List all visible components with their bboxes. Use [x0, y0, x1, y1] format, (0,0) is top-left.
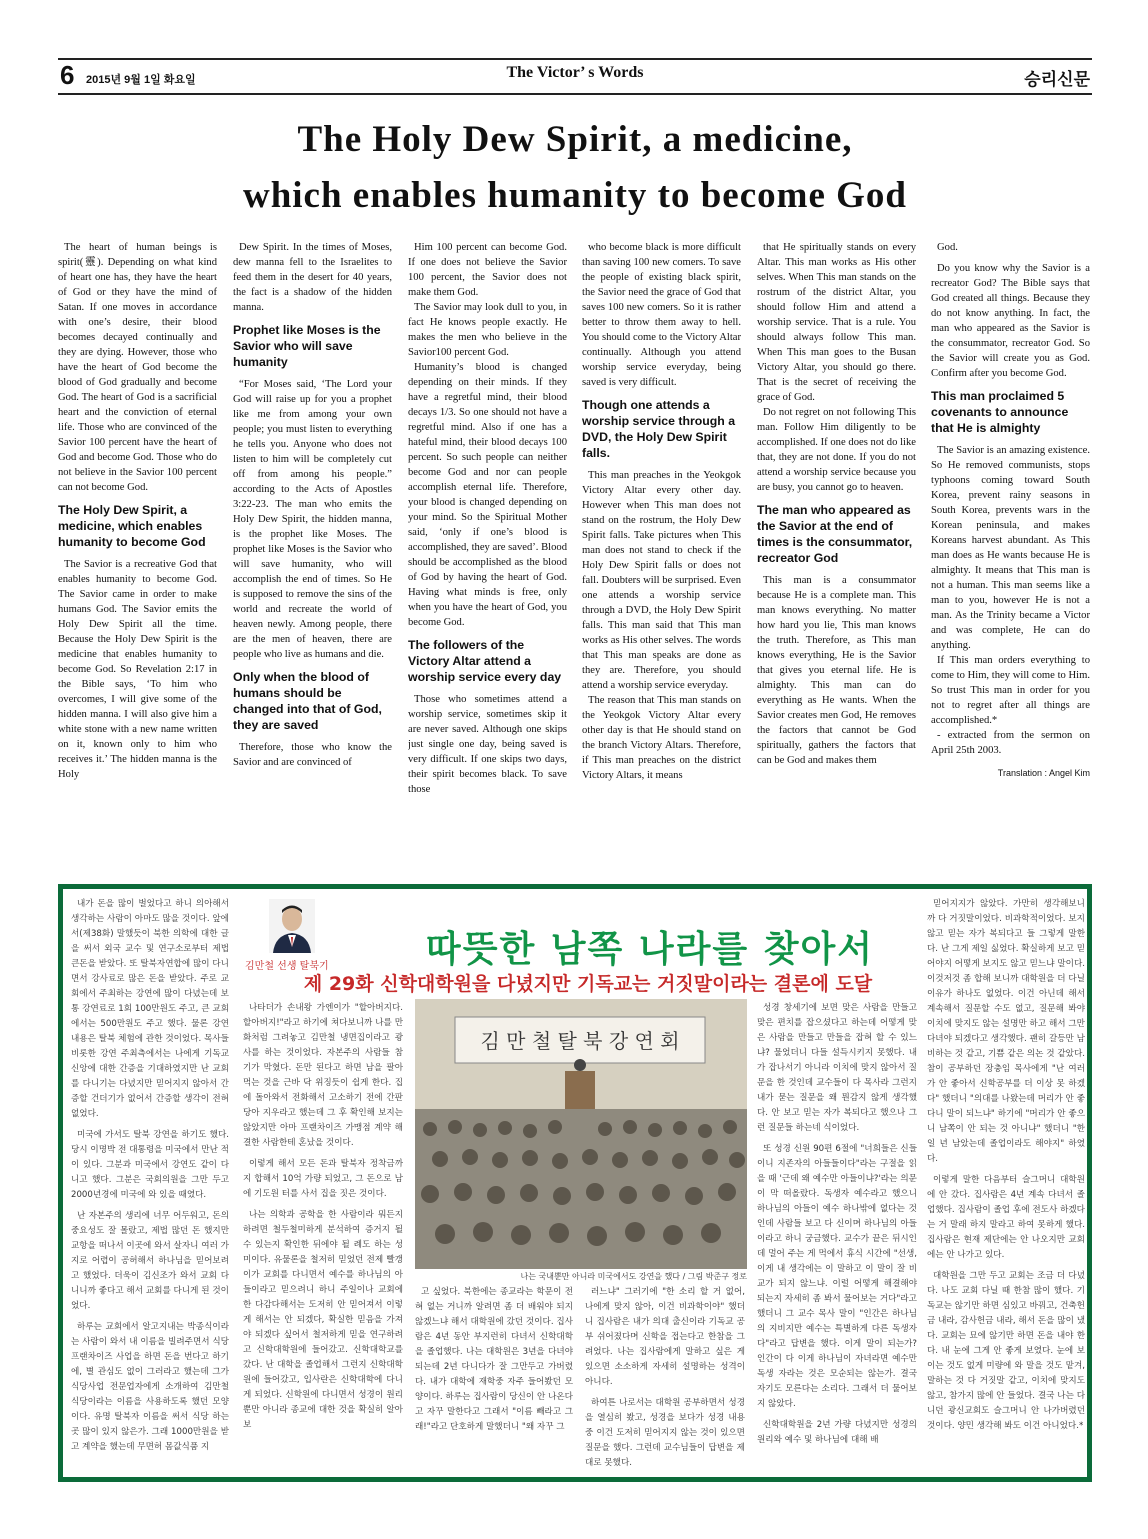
serial-column-1 [71, 897, 229, 1472]
paragraph: Humanity’s blood is changed depending on their minds. If they have a regretful mind, their blood decays 1/3. So one should not have a regretful mind. Also if one has a hateful mind, their blood decays 100 percent. So such people can neither become God and nor can people accomplish eternal life. Therefore, your blood is changed depending on your mind. So the Spiritual Mother said, ‘only if one’s blood is accomplished, they are saved’. Blood should be accomplished as the blood of God by having the heart of God. Having what minds is free, only when you have the heart of God, you become God. [408, 362, 567, 628]
serial-column-5 [927, 897, 1085, 1472]
paragraph: 신학대학원을 2년 가량 다녔지만 성경의 원리와 예수 및 하나님에 대해 배 [757, 1420, 917, 1445]
paragraph: 미국에 가서도 탈북 강연을 하기도 했다. 당시 이명박 전 대통령을 미국에서 만난 적이 있다. 그분과 미국에서 강연도 같이 다니고 했다. 그분은 국회의원을 그만 두고 2000년경에 미국에 와 있을 때였다. [71, 1130, 229, 1200]
paragraph: Those who sometimes attend a worship service, sometimes skip it are never saved. Although one skips just single one day, being saved is very difficult. If one skips two days, their spirit becomes black. To save those [408, 694, 567, 795]
paragraph: Do you know why the Savior is a recreator God? The Bible says that God created all things. Because they do not know anything. In fact, the man who appeared as the Savior is the consummator, recreator God. So the Savior will create you as God. Confirm after you become God. [931, 263, 1090, 379]
paragraph: “For Moses said, ‘The Lord your God will raise up for you a prophet like me from among your own people; you must listen to everything he tells you. Anyone who does not listen to him will be completely cut off from among his people.” according to the Acts of Apostles 3:22-23. The man who emits the Holy Dew Spirit, the hidden manna, is the prophet like Moses. The prophet like Moses is the Savior who will save humanity, who will accomplish the end of times. So He is supposed to remove the sins of the world and recreate the world of heaven newly. Among people, there are the men of heaven, there are people who live as humans and die. [233, 379, 392, 660]
paper-name: 승리신문 [1024, 70, 1090, 89]
serial-subtitle: 제 29화 신학대학원을 다녔지만 기독교는 거짓말이라는 결론에 도달 [303, 973, 873, 995]
column-2 [233, 240, 392, 870]
header-bar [58, 58, 1092, 94]
column-3 [408, 240, 567, 870]
subheading: The man who appeared as the Savior at the end of times is the consummator, recreator God [757, 503, 913, 565]
paragraph: Dew Spirit. In the times of Moses, dew manna fell to the Israelites to feed them in the desert for 40 years, the fact is a shadow of the hidden manna. [233, 242, 392, 313]
paragraph: The Savior is an amazing existence. So He removed communists, stops typhoons coming toward South Korea, prevent rainy seasons in South Korea, prevents wars in the Korean peninsula, and makes Koreans harvest abundant. As This man does as He wants because He is almighty. It means that This man is not a human. This man seems like a man to you, however He is not a man. As the Trinity became a Victor and was complete, He can do anything. [931, 445, 1090, 651]
illustration-caption: 나는 국내뿐만 아니라 미국에서도 강연을 했다 / 그림 박준구 정로 [520, 1272, 747, 1281]
paragraph: Do not regret on not following This man. Follow Him diligently to be accomplished. If one does not do like that, they are not done. If you do not attend a worship service because you are busy, you cannot go to heaven. [757, 407, 916, 493]
paragraph: that He spiritually stands on every Altar. This man works as His other selves. When This man stands on the rostrum of the district Altar, you should follow Him and attend a worship service. That is a rule. You should always follow This man. When This man goes to the Busan Victory Altar, you should go there. That is the secret of receiving the grace of God. [757, 242, 916, 403]
banner-text: 김 만 철 탈 북 강 연 회 [480, 1029, 680, 1053]
article-title-line-2: which enables humanity to become God [242, 175, 907, 216]
column-1 [58, 240, 217, 870]
paragraph: 하루는 교회에서 알고지내는 박종식이라는 사람이 와서 내 이름을 빌려주면서 식당 프랜차이즈 사업을 하면 돈을 번다고 하기에, 별 관심도 없이 그러라고 했는데 그가 식당사업 전문업자에게 소개하여 김만철 식당이라는 이름을 사용하도록 했던 모양이다. 유명 탈북자 이름을 써서 식당 하는 곳 많이 있지 않은가. 그래 1000만원을 받고 계약을 했는데 무면허 몸값식품 지 [71, 1322, 229, 1452]
paragraph: 난 자본주의 생리에 너무 어두워고, 돈의 중요성도 잘 몰랐고, 제법 많던 돈 했지만 교항을 떠나서 이곳에 와서 살자니 여러 가지로 어렵이 공허해서 하나님을 믿어보려고 했었다. 더욱이 김신조가 와서 교회 다니니까 좋다고 해서 교회를 다니게 된 것이었다. [71, 1211, 229, 1311]
serial-column-3b [585, 1285, 745, 1475]
serial-column-3a [415, 1285, 573, 1475]
paragraph: 이렇게 말한 다음부터 슬그머니 대학원에 안 갔다. 집사람은 4년 계속 다녀서 졸업했다. 집사람이 졸업 후에 전도사 하겠다는 거 말래 하지 말라고 하여 못하게 했다. 집사람은 현재 제단에는 안 나오지만 교회에는 안 나가고 있다. [927, 1175, 1085, 1260]
column-5 [757, 240, 916, 870]
paragraph: The heart of human beings is spirit(靈). Depending on what kind of heart one has, they have the heart of God or they have the mind of Satan. If one moves in accordance with one’s desire, their blood becomes decayed continually and they are dying. However, those who have the heart of God become the blood of God gradually and become God. The heart of God is a sacrificial heart and the conviction of eternal life. Those who are convinced of the Savior 100 percent have the heart of God and become God. Those who do not believe in the Savior 100 percent can not become God. [58, 242, 217, 493]
lecture-illustration [415, 999, 747, 1269]
translator-credit: Translation : Angel Kim [997, 768, 1090, 778]
paragraph: God. [937, 242, 958, 253]
column-4 [582, 240, 741, 870]
subheading: This man proclaimed 5 covenants to announce that He is almighty [931, 389, 1069, 435]
subheading: The followers of the Victory Altar attend a worship service every day [408, 638, 562, 684]
serial-title: 따뜻한 남쪽 나라를 찾아서 [425, 929, 875, 970]
page-number: 6 [60, 60, 75, 90]
paragraph: This man preaches in the Yeokgok Victory Altar every other day. However when This man does not stand on the rostrum, the Holy Dew Spirit falls. Take pictures when This man does not stand to check if the Holy Dew Spirit falls or does not fall. Doubters will be surprised. Even one attends a worship service through a DVD, the Holy Dew Spirit falls. This man said that This man works as His other selves. The words that This man speaks are done as they are. Therefore, you should attend a worship service everyday. [582, 470, 741, 691]
paragraph: This man is a consummator because He is a complete man. This man knows everything. No matter how hard you lie, This man knows the truth. Therefore, as This man knows everything, He is the Savior that gives you eternal life. He is almighty. This man can do everything as He wants. When the Savior creates men God, He removes the factors that cannot be God spiritually, gathers the factors that can be God and makes them [757, 575, 916, 766]
issue-date: 2015년 9월 1일 화요일 [86, 74, 196, 86]
article-body [58, 240, 1092, 870]
paragraph: 러느냐" 그러기에 "한 소리 할 거 없어, 나에게 맞지 않아, 이건 비과학이야" 했더니 집사람은 내가 의대 출신이라 기독교 공부 쉬어졌다며 신학을 접는다고 한참을 그려었다. 나는 집사람에게 말하고 싶은 게 있으면 소소하게 자세히 설명하는 성격이 아니다. [585, 1287, 745, 1387]
author-portrait [269, 899, 315, 953]
author-label: 김만철 선생 탈북기 [245, 961, 329, 972]
paragraph: The Savior is a recreative God that enables humanity to become God. The Savior came in order to make humans God. The Savior emits the Holy Dew Spirit all the time. Because the Holy Dew Spirit is the medicine that enables humanity to become God. So Revelation 2:17 in the Bible says, ‘To him who overcomes, I will give some of the hidden manna. I will also give him a white stone with a new name written on it, known only to him who receives it.’ The hidden manna is the Holy [58, 559, 217, 780]
source-note: - extracted from the sermon on April 25th 2003. [931, 730, 1090, 756]
section-title: The Victor’ s Words [506, 64, 644, 81]
article-title [58, 112, 1092, 224]
serial-column-4 [757, 1001, 917, 1471]
paragraph: 나는 의학과 공학을 한 사람이라 뭐든지 하려면 철두철미하게 분석하여 증거지 될 수 있는지 확인한 뒤에야 될 례도 하는 성미이다. 유물론을 철저히 믿었던 전제 빨갱이가 교회를 다니면서 예수를 하나님의 아들이라고 믿으려니 하니 주일이나 교회에 한 다감다해서는 도저히 안 믿어져서 이렇게 해서는 안 되겠다, 확실한 믿음을 가져야 되겠다 싶어서 철저하게 믿을 연구하려고 신학대학원에 들어갔고. 신학대학교를 갔다. 난 대학을 졸업해서 그런지 신학대학원에 들어갔고, 입사란은 신학대학에 다니게 되었다. 신학원에 다니면서 성경이 원리뿐만 아니라 종교에 대한 것을 확실히 알아보 [243, 1210, 403, 1430]
paragraph: 내가 돈을 많이 벌었다고 하니 의아해서 생각하는 사람이 아마도 많을 것이다. 앞에서(제38화) 말했듯이 북한 의학에 대한 글을 써서 외국 교수 및 연구소로부터 제법 큰돈을 받았다. 또 탈북자연합에 많이 다니면서 강사료로 많은 돈을 받았다. 주로 교회에서 주최하는 강연에 많이 다녔는데 보통 강연료로 1회 100만원도 주고, 큰 교회에서는 500만원도 주고 했다. 물론 강연 내용은 탈북 체험에 관한 것이었다. 목사들 비롯한 강연 주최측에서는 나에게 기독교 신앙에 대한 간증을 기대하였지만 난 교회를 다니기는 다녔지만 믿어지지 않아서 간증할 건더기가 없어서 간증할 생각이 전혀 없었다. [71, 899, 229, 1119]
paragraph: who become black is more difficult than saving 100 new comers. To save the people of existing black spirit, the Savior need the grace of God that saves 100 new comers. So it is rather better to throw them away to hell. You should come to the Victory Altar continually. Although you attend worship service everyday, being saved is very difficult. [582, 242, 741, 388]
serial-box [58, 884, 1092, 1482]
paragraph: 이렇게 해서 모든 돈과 탈북자 정착금까지 합해서 10억 가량 되었고, 그 돈으로 남에 기도원 터를 사서 집을 짓은 것이다. [243, 1159, 403, 1199]
subheading: Prophet like Moses is the Savior who will save humanity [233, 323, 381, 369]
paragraph: Therefore, those who know the Savior and are convinced of [233, 742, 392, 768]
paragraph: 나타더가 손내왕 가엔이가 "할아버지다. 할아버지!"라고 하기에 쳐다보니까 나를 만화처럼 그려놓고 김만철 냉면집이라고 광사를 하는 것이었다. 자본주의 사람들 참 기가 막혔다. 돈만 된다고 하면 남을 팔아먹는 것을 근바 닥 위징듯이 쉽게 한다. 집에 돌아와서 전화해서 고소하기 전에 간판 당아 지우라고 했는데 그 후 확인해 보지는 않았지만 아마 프랜차이즈 가맹점 계약 해결한 사람한테 혼났을 것이다. [243, 1003, 403, 1148]
paragraph: 고 싶었다. 북한에는 종교라는 학문이 전혀 없는 거니까 알려면 좀 더 배워야 되지 않겠느냐 해서 대학원에 갔던 것이다. 집사람은 4년 동안 부지런히 다녀서 신학대학을 졸업했다. 나는 대학원은 3년을 다녀야 되는데 2년 다니다가 잘 그만두고 가버렸다. 내가 대학에 재학중 자주 들어봤던 모양이다. 하루는 집사람이 당신이 안 나온다고 자꾸 말한다고 그래서 "이름 빼라고 그래!"라고 단호하게 말했더니 "왜 자꾸 그 [415, 1287, 573, 1432]
paragraph: The reason that This man stands on the Yeokgok Victory Altar every other day is that He should stand on the branch Victory Altars. Therefore, if This man preaches on the district Victory Altars, it means [582, 695, 741, 781]
header-rule-bottom [58, 93, 1092, 95]
subheading: Only when the blood of humans should be changed into that of God, they are saved [233, 670, 382, 732]
subheading: The Holy Dew Spirit, a medicine, which enables humanity to become God [58, 503, 206, 549]
paragraph: 하여튼 나로서는 대학원 공부하면서 성경을 열심히 봤고, 성경을 보다가 성경 내용 중 이건 도저히 믿어지지 않는 것이 있으면 질문을 했다. 그런데 교수님들이 답변을 제대로 못했다. [585, 1398, 745, 1468]
subheading: Though one attends a worship service through a DVD, the Holy Dew Spirit falls. [582, 398, 736, 460]
paragraph: 또 성경 신원 90편 6절에 "너희들은 신들이니 지존자의 아들들이다"라는 구절을 읽을 때 '근데 왜 예수만 아들이냐?'라는 의문이 막 떠올랐다. 독생자 예수라고 했으니 하나님의 아들이 예수 하나밖에 없다는 것인데 사람들 보고 다 신이며 하나님의 아들이라고 하니 궁금했다. 교수가 끝은 뒤시인데 멀어 주는 게 먹에서 휴식 시간에 "선생, 이게 내 생각에는 이 말하고 이 말이 잘 비교가 되지 않느냐. 이럴 어떻게 해결해야 되는지 자세히 좀 봐서 물어보는 거다"라고 했더니 그 교수 목사 말이 "인간은 하나님의 지비지만 예수는 특별하게 다른 독생자다"라고 답변을 했다. 이게 말이 되는가? 인간이 다 이게 하나님이 자녀라면 예수만 독생 자라는 것은 모순되는 않는가. 결국 자기도 모른다는 소리다. 그래서 더 물어보지 않았다. [757, 1144, 917, 1409]
header-rule-top [58, 58, 1092, 60]
article-title-line-1: The Holy Dew Spirit, a medicine, [297, 119, 853, 160]
paragraph: 성경 창세기에 보면 맞은 사람을 만들고 맞은 편치를 잡으셨다고 하는데 어떻게 맞은 사람을 만들고 만들을 잡혀 할 수 있느냐? 물었더니 다들 설득시키지 못했다. 내가 잡나서기 아니라 이치에 맞지 않아서 질문을 한 것인데 교수들이 다 목사라 그런지 내가 묻는 질문을 왜 뭔감지 않게 생각했다. 안 보고 믿는 자가 복되다고 했으나 그런 질문들 하는네 식이었다. [757, 1003, 917, 1133]
paragraph: If This man orders everything to come to Him, they will come to Him. So trust This man in order for you not to regret after all things are accomplished.* [931, 655, 1090, 726]
serial-column-2 [243, 1001, 403, 1471]
paragraph: 믿어지지가 않았다. 가만히 생각해보니까 다 거짓말이었다. 비과학적이었다. 보지 않고 믿는 자가 복되다고 들 그렇게 말한다. 난 그게 제일 싫었다. 확실하게 보고 믿어야지 어떻게 보지도 않고 믿느냐 말이다. 이것저것 좀 합해 보니까 대학원을 더 다닐 이유가 하나도 없었다. 이건 아닌데 해서 계속해서 질문할 수도 없고, 질문해 봐야 이치에 맞지도 않는 설명만 하고 해서 그만 다녀야 되겠다고 생각했다. 괜히 갈등만 남비하는 것 같고, 기쁨 같은 의논 것 같았다. 참이 공부하던 장충임 목사에게 "난 여러가 안 좋아서 신학공부를 더 이상 못 하겠다" 했더니 "의대를 나왔는데 머리가 안 좋다니 말이 되느냐" 하기에 "머리가 안 좋으니 남쪽이 안 되는 것 아니냐" 했더니 "한 일 년 남았는데 졸업이라도 해야지" 하였다. [927, 899, 1085, 1164]
column-6 [931, 240, 1090, 870]
paragraph: Him 100 percent can become God. If one does not believe the Savior 100 percent, the Savior does not make them God. [408, 242, 567, 298]
paragraph: The Savior may look dull to you, in fact He knows people exactly. He makes the men who believe in the Savior100 percent God. [408, 302, 567, 358]
paragraph: 대학원을 그만 두고 교회는 조금 더 다녔다. 나도 교회 다닐 때 한참 많이 했다. 기독교는 않기만 하면 심있고 바꿔고, 건축헌금 내라, 감사헌금 내라, 해서 돈을 많이 냈다. 교회는 묘에 않기만 하면 돈을 내야 한다. 내 눈에 그게 안 좋게 보였다. 눈에 보이는 것도 없게 미량에 와 말을 것도 맡겨, 말하는 것 다 거짓말 같고, 이치에 맞지도 않고, 참가지 많에 안 들었다. 결국 나는 다니던 광신교회도 슬그머니 안 나가버렸던 것이다. 양민 생각해 봐도 이건 아니었다.* [927, 1271, 1085, 1431]
